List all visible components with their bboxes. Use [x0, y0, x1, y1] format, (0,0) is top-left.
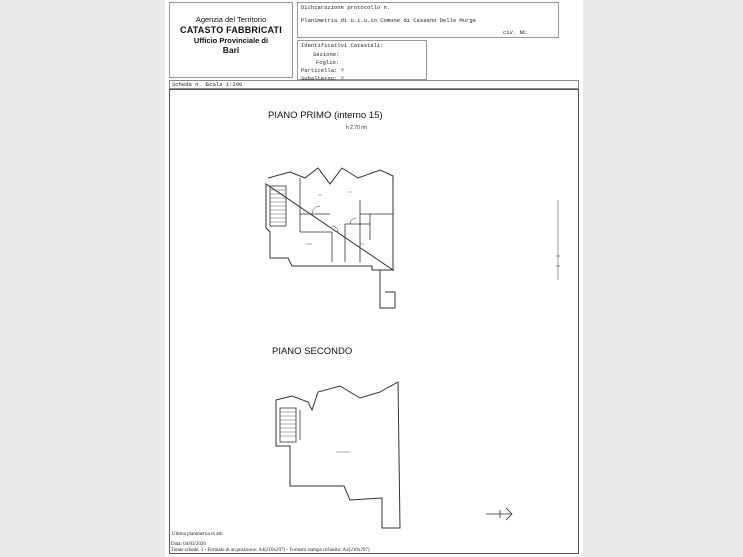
scale-label: Scala 1:200 — [206, 81, 243, 88]
first-floor-interior-walls — [300, 178, 393, 262]
footer-date: Data: 04/03/2026 — [171, 542, 206, 547]
scheda-number: Scheda n. 1 — [172, 81, 209, 88]
office-label: Ufficio Provinciale di — [193, 36, 269, 45]
particella-label: Particella: ? — [301, 67, 344, 74]
declaration-protocol: Dichiarazione protocollo n. — [301, 4, 391, 11]
office-city: Bari — [222, 45, 240, 55]
height-note: h 2.70 mt — [346, 125, 367, 131]
identifiers-title: Identificativi Catastali: — [301, 42, 384, 49]
agency-name: Agenzia del Territorio — [195, 15, 267, 24]
foglio-label: Foglio: — [316, 59, 340, 66]
north-arrow — [486, 508, 512, 520]
margin-ticks — [556, 200, 560, 280]
second-floor-title: PIANO SECONDO — [272, 346, 353, 357]
second-floor-outline — [276, 382, 400, 528]
planimetria-line: Planimetria di u.i.u.in Comune di Cassano Delle Murge — [301, 17, 476, 24]
sezione-label: Sezione: — [313, 51, 340, 58]
first-floor-outline — [266, 168, 395, 308]
first-floor-title: PIANO PRIMO (interno 15) — [268, 110, 383, 121]
civic-number: civ. NC — [503, 29, 527, 36]
second-floor-stair — [280, 408, 296, 442]
catasto-title: CATASTO FABBRICATI — [180, 25, 282, 35]
footer-totals: Totale schede: 1 - Formato di acquisizione: A4(210x297) - Formato stampa richiesto: A4(210x297) — [171, 548, 370, 553]
last-plan-note: Ultima planimetria in atti — [172, 532, 223, 537]
subalterno-label: Subalterno: ? — [301, 75, 344, 82]
